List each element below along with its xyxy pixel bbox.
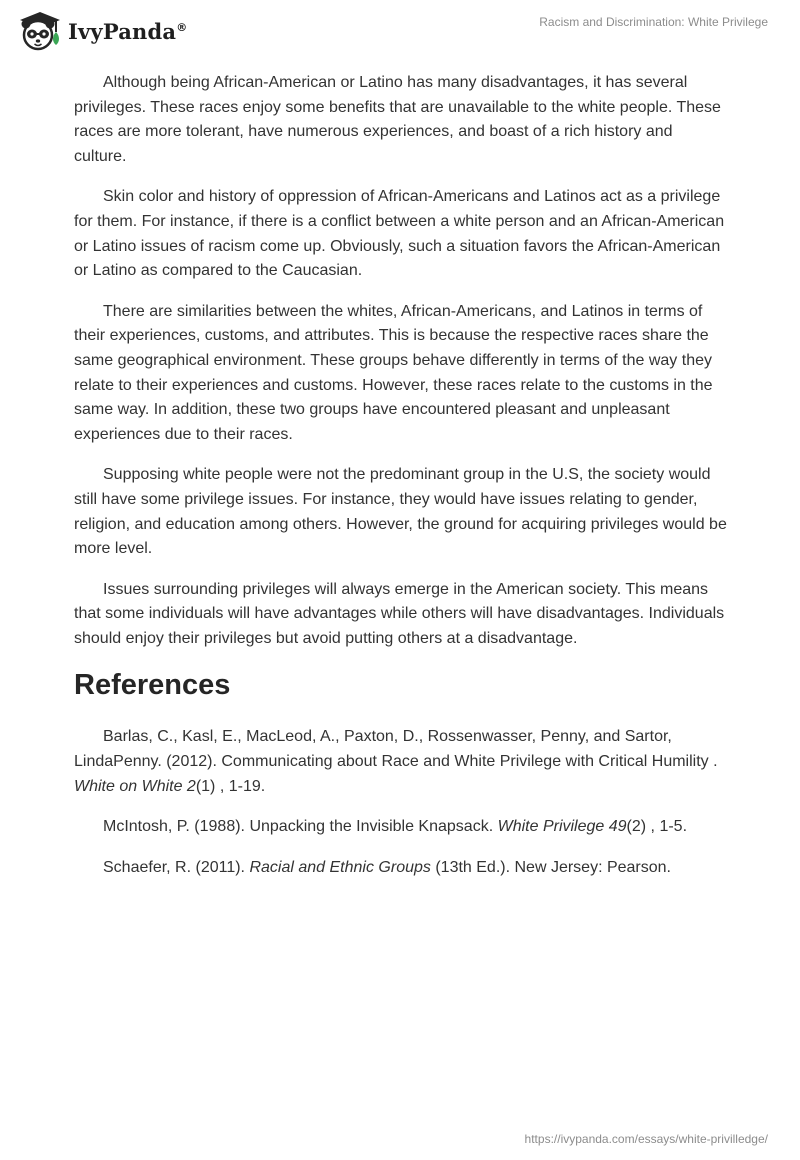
panda-graduate-icon <box>14 9 62 53</box>
paragraph: Although being African-American or Latino has many disadvantages, it has several privileges. These races enjoy some benefits that are unavailable to the white people. These races are more tolerant, have numerous experiences, and boast of a rich history and culture. <box>74 74 721 165</box>
brand-name: IvyPanda® <box>68 18 188 44</box>
reference-item: Schaefer, R. (2011). Racial and Ethnic Groups (13th Ed.). New Jersey: Pearson. <box>103 858 671 876</box>
document-title: Racism and Discrimination: White Privilege <box>539 15 768 29</box>
references-heading: References <box>74 669 231 702</box>
reference-item: McIntosh, P. (1988). Unpacking the Invisible Knapsack. White Privilege 49(2) , 1-5. <box>103 818 688 836</box>
paragraph: Skin color and history of oppression of African-Americans and Latinos act as a privilege for them. For instance, if there is a conflict between a white person and an African-American or Latino issues of racism come up. Obviously, such a situation favors the African-American or Latino as compared to the Caucasian. <box>74 188 725 280</box>
ivypanda-logo[interactable] <box>14 9 187 53</box>
paragraph: Issues surrounding privileges will always emerge in the American society. This means that some individuals will have advantages while others will have disadvantages. Individuals should enjoy their privileges but avoid putting others at a disadvantage. <box>74 580 725 647</box>
source-url[interactable]: https://ivypanda.com/essays/white-privilledge/ <box>524 1132 768 1146</box>
reference-item: Barlas, C., Kasl, E., MacLeod, A., Paxton, D., Rossenwasser, Penny, and Sartor, LindaPenny. (2012). Communicating about Race and White Privilege with Critical Humility . White on White 2(1) , 1-19. <box>74 728 718 795</box>
paragraph: There are similarities between the whites, African-Americans, and Latinos in terms of their experiences, customs, and attributes. This is because the respective races share the same geographical environment. These groups behave differently in terms of the way they relate to their experiences and customs. However, these races relate to the customs in the same way. In addition, these two groups have encountered pleasant and unpleasant experiences due to their races. <box>74 302 713 443</box>
page-header <box>0 0 800 60</box>
paragraph: Supposing white people were not the predominant group in the U.S, the society would still have some privilege issues. For instance, they would have issues relating to gender, religion, and education among others. However, the ground for acquiring privileges would be more level. <box>74 466 727 558</box>
essay-body <box>74 71 728 896</box>
